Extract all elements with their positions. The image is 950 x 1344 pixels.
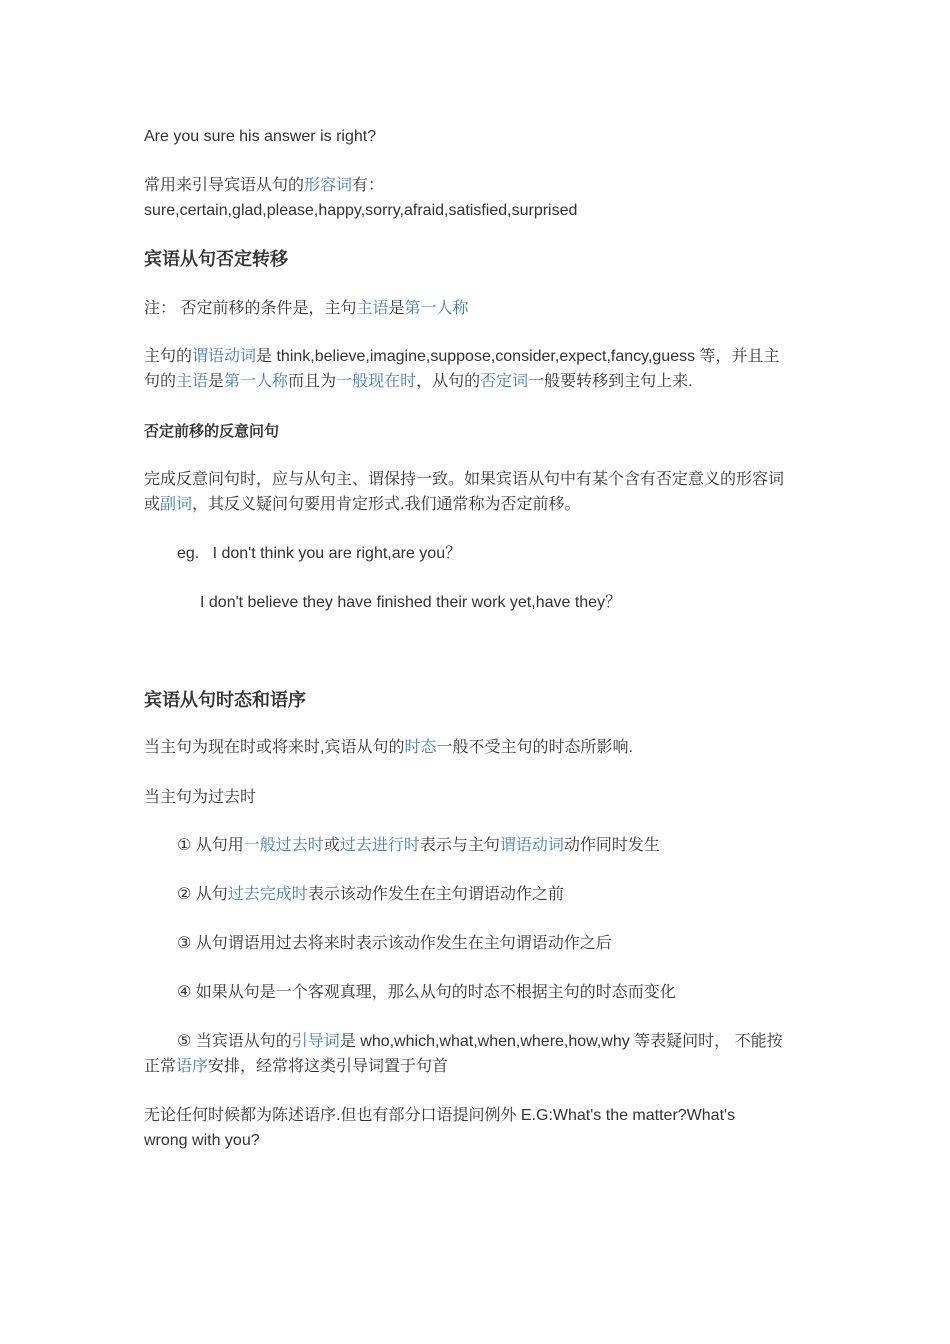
rule-item: ① 从句用一般过去时或过去进行时表示与主句谓语动词动作同时发生: [177, 837, 660, 854]
rule-item: ③ 从句谓语用过去将来时表示该动作发生在主句谓语动作之后: [177, 935, 612, 952]
paragraph: 当主句为现在时或将来时,宾语从句的时态一般不受主句的时态所影响.: [144, 739, 633, 756]
paragraph: sure,certain,glad,please,happy,sorry,afraid,satisfied,surprised: [144, 202, 578, 219]
link-first-person[interactable]: 第一人称: [404, 300, 469, 317]
link-simple-present[interactable]: 一般现在时: [336, 373, 417, 390]
paragraph: wrong with you?: [144, 1132, 260, 1149]
paragraph: Are you sure his answer is right?: [144, 128, 377, 145]
link-introducer[interactable]: 引导词: [291, 1033, 340, 1050]
paragraph: 主句的谓语动词是 think,believe,imagine,suppose,consider,expect,fancy,guess 等，并且主: [144, 348, 780, 365]
link-past-perfect[interactable]: 过去完成时: [227, 886, 308, 903]
section-heading: 宾语从句否定转移: [144, 249, 288, 269]
link-subject[interactable]: 主语: [176, 373, 209, 390]
section-heading: 宾语从句时态和语序: [144, 690, 306, 710]
link-word-order[interactable]: 语序: [176, 1058, 209, 1075]
link-negative-word[interactable]: 否定词: [480, 373, 529, 390]
paragraph: 完成反意问句时，应与从句主、谓保持一致。如果宾语从句中有某个含有否定意义的形容词: [144, 471, 785, 488]
link-adjective[interactable]: 形容词: [304, 177, 353, 194]
link-predicate-verb[interactable]: 谓语动词: [192, 348, 257, 365]
paragraph: 注： 否定前移的条件是，主句主语是第一人称: [144, 300, 469, 317]
example-line: eg. I don't think you are right,are you？: [177, 545, 462, 562]
paragraph: 或副词，其反义疑问句要用肯定形式.我们通常称为否定前移。: [144, 496, 581, 513]
rule-item: ④ 如果从句是一个客观真理，那么从句的时态不根据主句的时态而变化: [177, 984, 676, 1001]
rule-item: ② 从句过去完成时表示该动作发生在主句谓语动作之前: [177, 886, 564, 903]
paragraph: 当主句为过去时: [144, 789, 257, 806]
link-past-continuous[interactable]: 过去进行时: [339, 837, 420, 854]
example-line: I don't believe they have finished their work yet,have they？: [200, 594, 622, 611]
rule-item-continued: 正常语序安排，经常将这类引导词置于句首: [144, 1058, 449, 1075]
link-subject[interactable]: 主语: [356, 300, 389, 317]
link-tense[interactable]: 时态: [404, 739, 437, 756]
paragraph: 常用来引导宾语从句的形容词有：: [144, 177, 385, 194]
paragraph: 句的主语是第一人称而且为一般现在时，从句的否定词一般要转移到主句上来.: [144, 373, 693, 390]
link-adverb[interactable]: 副词: [160, 496, 193, 513]
link-simple-past[interactable]: 一般过去时: [243, 837, 324, 854]
link-predicate-verb[interactable]: 谓语动词: [499, 837, 564, 854]
rule-item: ⑤ 当宾语从句的引导词是 who,which,what,when,where,how,why 等表疑问时， 不能按: [177, 1033, 783, 1050]
link-first-person[interactable]: 第一人称: [224, 373, 289, 390]
subsection-heading: 否定前移的反意问句: [144, 423, 280, 440]
paragraph: 无论任何时候都为陈述语序.但也有部分口语提问例外 E.G:What's the matter?What's: [144, 1107, 736, 1124]
